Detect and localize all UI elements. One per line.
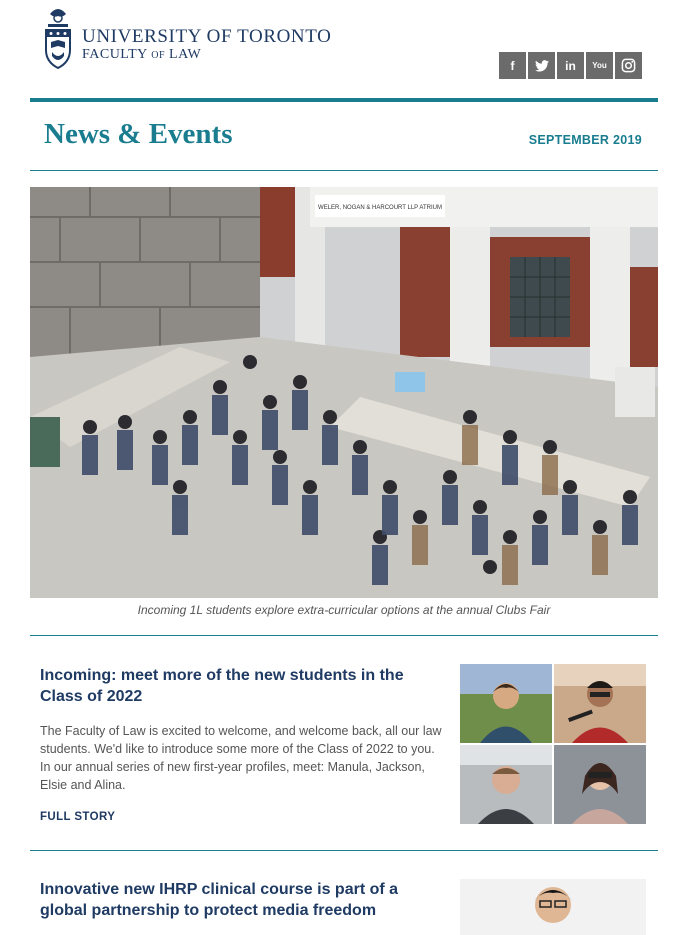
hero-caption: Incoming 1L students explore extra-curricular options at the annual Clubs Fair xyxy=(137,603,551,617)
twitter-icon[interactable] xyxy=(528,52,555,79)
issue-date: SEPTEMBER 2019 xyxy=(528,133,642,147)
instagram-icon[interactable] xyxy=(615,52,642,79)
top-divider xyxy=(30,98,658,102)
story-headline[interactable]: Incoming: meet more of the new students in the Class of 2022 xyxy=(40,667,404,705)
full-story-link[interactable]: FULL STORY xyxy=(40,811,116,823)
university-logo[interactable] xyxy=(42,4,372,74)
youtube-icon[interactable]: You xyxy=(586,52,613,79)
divider xyxy=(30,850,658,851)
students-photo-grid[interactable] xyxy=(460,664,646,824)
story-body: The Faculty of Law is excited to welcome, and welcome back, all our law students. We'd like to introduce some more of the Class of 2022 to you. In our annual series of new first-year profiles, meet: Manula, Jackson, Elsie and Alina. xyxy=(40,724,442,792)
social-links xyxy=(499,52,642,79)
hero-photo[interactable] xyxy=(30,187,658,598)
faculty-name: FACULTY OF LAW xyxy=(82,47,202,62)
student-photo-4 xyxy=(554,745,646,824)
student-photo-3 xyxy=(460,745,552,824)
divider xyxy=(30,170,658,171)
linkedin-icon[interactable]: in xyxy=(557,52,584,79)
facebook-icon[interactable]: f xyxy=(499,52,526,79)
story-headline[interactable]: Innovative new IHRP clinical course is part of a global partnership to protect media freedom xyxy=(40,881,399,919)
student-photo-1 xyxy=(460,664,552,743)
student-photo-2 xyxy=(554,664,646,743)
university-name: UNIVERSITY OF TORONTO xyxy=(82,26,332,47)
page-title: News & Events xyxy=(44,118,233,150)
divider xyxy=(30,635,658,636)
atrium-sign: WELER, NOGAN & HARCOURT LLP ATRIUM xyxy=(318,205,442,211)
story-thumbnail[interactable] xyxy=(460,879,646,935)
crest-icon xyxy=(42,4,74,72)
